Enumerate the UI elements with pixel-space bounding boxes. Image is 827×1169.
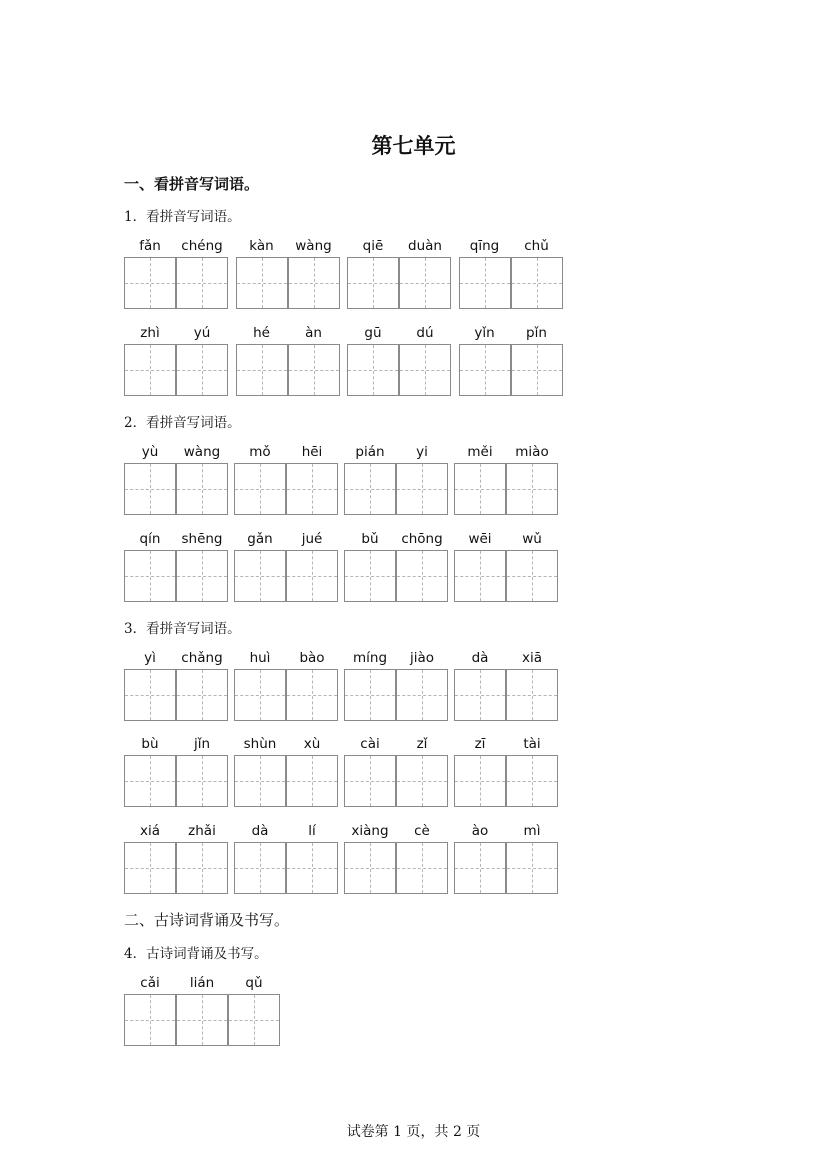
word-group [454,650,558,722]
tianzige-cell[interactable] [124,344,176,396]
pinyin-label: fǎn [139,238,161,254]
tianzige-cell[interactable] [176,550,228,602]
tianzige-cell[interactable] [396,669,448,721]
tianzige-cell[interactable] [176,842,228,894]
tianzige-cell[interactable] [176,344,228,396]
pinyin-label: wàng [295,238,332,254]
pinyin-label: bù [141,736,159,752]
tianzige-cell[interactable] [124,994,176,1046]
word-group [124,444,228,516]
tianzige-cell[interactable] [399,257,451,309]
grid-guide-horizontal [455,489,505,490]
grid-guide-horizontal [512,283,562,284]
pinyin-label: xù [303,736,321,752]
grid-guide-horizontal [397,781,447,782]
word-group [124,975,280,1047]
tianzige-cell[interactable] [454,463,506,515]
grid-guide-horizontal [177,781,227,782]
grid-guide-horizontal [287,576,337,577]
word-group [347,325,451,397]
tianzige-cell[interactable] [396,550,448,602]
tianzige-cell[interactable] [234,463,286,515]
tianzige-cell[interactable] [176,257,228,309]
word-group [124,650,228,722]
tianzige-cell[interactable] [506,755,558,807]
grid-guide-horizontal [400,370,450,371]
tianzige-cell[interactable] [396,463,448,515]
grid-guide-horizontal [455,868,505,869]
grid-guide-horizontal [125,695,175,696]
word-group [454,444,558,516]
tianzige-cell[interactable] [234,755,286,807]
tianzige-cell[interactable] [236,257,288,309]
pinyin-label: zī [474,736,486,752]
word-group [124,823,228,895]
pinyin-label: měi [467,444,493,460]
grid-guide-horizontal [177,695,227,696]
tianzige-cell[interactable] [234,669,286,721]
tianzige-cell[interactable] [506,842,558,894]
grid-guide-horizontal [345,695,395,696]
grid-guide-horizontal [507,576,557,577]
grid-guide-horizontal [177,1020,227,1021]
word-group [344,823,448,895]
grid-guide-horizontal [177,868,227,869]
pinyin-label: jué [301,531,323,547]
grid-guide-horizontal [507,868,557,869]
tianzige-cell[interactable] [511,257,563,309]
tianzige-cell[interactable] [344,842,396,894]
grid-guide-horizontal [348,283,398,284]
word-group [124,238,228,310]
pinyin-label: pián [355,444,385,460]
tianzige-cell[interactable] [124,550,176,602]
pinyin-label: yì [144,650,156,666]
pinyin-label: zhì [140,325,160,341]
tianzige-cell[interactable] [396,755,448,807]
pinyin-label: gǎn [247,531,273,547]
grid-guide-horizontal [507,781,557,782]
grid-guide-horizontal [455,576,505,577]
grid-guide-horizontal [397,489,447,490]
grid-guide-horizontal [237,283,287,284]
pinyin-label: wēi [468,531,492,547]
pinyin-label: dà [471,650,489,666]
pinyin-label: xiā [521,650,542,666]
grid-guide-horizontal [125,370,175,371]
grid-guide-horizontal [460,283,510,284]
pinyin-label: kàn [249,238,274,254]
grid-guide-horizontal [125,868,175,869]
pinyin-label: jǐn [193,736,211,752]
pinyin-label: yú [193,325,211,341]
tianzige-cell[interactable] [236,344,288,396]
grid-guide-horizontal [177,489,227,490]
grid-guide-horizontal [289,283,339,284]
pinyin-label: huì [249,650,271,666]
tianzige-cell[interactable] [124,755,176,807]
pinyin-label: duàn [408,238,442,254]
word-group [236,238,340,310]
grid-guide-horizontal [345,868,395,869]
tianzige-cell[interactable] [347,257,399,309]
grid-guide-horizontal [125,489,175,490]
grid-guide-horizontal [455,695,505,696]
word-group [236,325,340,397]
tianzige-cell[interactable] [506,550,558,602]
pinyin-label: mì [523,823,541,839]
pinyin-label: ào [471,823,489,839]
grid-guide-horizontal [507,695,557,696]
grid-guide-horizontal [287,781,337,782]
word-group [124,736,228,808]
grid-guide-horizontal [345,489,395,490]
pinyin-label: mǒ [249,444,271,460]
section-1-heading: 一、看拼音写词语。 [124,175,260,193]
word-group [454,823,558,895]
word-group [124,531,228,603]
grid-guide-horizontal [400,283,450,284]
grid-guide-horizontal [397,576,447,577]
pinyin-label: chǔ [524,238,549,254]
grid-guide-horizontal [345,781,395,782]
tianzige-cell[interactable] [228,994,280,1046]
grid-guide-horizontal [287,868,337,869]
word-group [124,325,228,397]
grid-guide-horizontal [397,695,447,696]
grid-guide-horizontal [237,370,287,371]
pinyin-label: lí [308,823,316,839]
pinyin-label: qín [139,531,161,547]
word-group [344,650,448,722]
word-group [459,238,563,310]
pinyin-label: chǎng [181,650,223,666]
tianzige-cell[interactable] [176,755,228,807]
question-2-label: 2．看拼音写词语。 [124,415,241,431]
grid-guide-horizontal [177,283,227,284]
tianzige-cell[interactable] [454,550,506,602]
pinyin-label: zhǎi [188,823,216,839]
word-group [347,238,451,310]
grid-guide-horizontal [235,781,285,782]
pinyin-label: wǔ [522,531,542,547]
grid-guide-horizontal [235,868,285,869]
word-group [234,736,338,808]
tianzige-cell[interactable] [176,994,228,1046]
question-1-label: 1．看拼音写词语。 [124,209,241,225]
pinyin-label: míng [352,650,388,666]
tianzige-cell[interactable] [506,463,558,515]
grid-guide-horizontal [177,576,227,577]
pinyin-label: jiào [409,650,435,666]
tianzige-cell[interactable] [124,257,176,309]
tianzige-cell[interactable] [176,463,228,515]
pinyin-label: yǐn [474,325,495,341]
grid-guide-horizontal [125,576,175,577]
pinyin-label: yù [141,444,159,460]
pinyin-label: gū [364,325,382,341]
tianzige-cell[interactable] [286,755,338,807]
word-group [234,650,338,722]
grid-guide-horizontal [177,370,227,371]
word-group [234,531,338,603]
section-2-heading: 二、古诗词背诵及书写。 [124,911,290,929]
grid-guide-horizontal [397,868,447,869]
grid-guide-horizontal [287,695,337,696]
pinyin-label: chéng [181,238,223,254]
grid-guide-horizontal [455,781,505,782]
word-group [454,531,558,603]
grid-guide-horizontal [229,1020,279,1021]
grid-guide-horizontal [287,489,337,490]
tianzige-cell[interactable] [286,550,338,602]
pinyin-label: lián [189,975,215,991]
pinyin-label: cǎi [140,975,160,991]
pinyin-label: bào [299,650,325,666]
tianzige-cell[interactable] [399,344,451,396]
pinyin-label: dú [416,325,434,341]
tianzige-cell[interactable] [288,257,340,309]
word-group [234,823,338,895]
grid-guide-horizontal [125,781,175,782]
question-4-label: 4．古诗词背诵及书写。 [124,946,268,962]
tianzige-cell[interactable] [124,842,176,894]
word-group [459,325,563,397]
word-group [234,444,338,516]
tianzige-cell[interactable] [124,669,176,721]
grid-guide-horizontal [235,489,285,490]
word-group [344,736,448,808]
tianzige-cell[interactable] [234,550,286,602]
tianzige-cell[interactable] [459,257,511,309]
grid-guide-horizontal [125,283,175,284]
tianzige-cell[interactable] [286,669,338,721]
pinyin-label: bǔ [361,531,379,547]
pinyin-label: àn [305,325,322,341]
word-group [344,531,448,603]
pinyin-label: pǐn [526,325,547,341]
grid-guide-horizontal [125,1020,175,1021]
pinyin-label: miào [515,444,549,460]
grid-guide-horizontal [512,370,562,371]
tianzige-cell[interactable] [176,669,228,721]
pinyin-label: qiē [362,238,384,254]
tianzige-cell[interactable] [511,344,563,396]
pinyin-label: chōng [401,531,443,547]
pinyin-label: qǔ [245,975,263,991]
tianzige-cell[interactable] [286,463,338,515]
word-group [454,736,558,808]
pinyin-label: hé [253,325,270,341]
pinyin-label: wàng [183,444,221,460]
tianzige-cell[interactable] [454,842,506,894]
tianzige-cell[interactable] [396,842,448,894]
pinyin-label: tài [523,736,541,752]
pinyin-label: qīng [469,238,500,254]
tianzige-cell[interactable] [344,550,396,602]
tianzige-cell[interactable] [344,463,396,515]
tianzige-cell[interactable] [344,669,396,721]
pinyin-label: xiàng [351,823,389,839]
pinyin-label: hēi [301,444,323,460]
grid-guide-horizontal [289,370,339,371]
pinyin-label: cài [360,736,380,752]
page-title: 第七单元 [371,134,456,158]
question-3-label: 3．看拼音写词语。 [124,621,241,637]
pinyin-label: yi [416,444,428,460]
tianzige-cell[interactable] [286,842,338,894]
tianzige-cell[interactable] [344,755,396,807]
word-group [344,444,448,516]
pinyin-label: cè [414,823,430,839]
tianzige-cell[interactable] [459,344,511,396]
grid-guide-horizontal [235,576,285,577]
tianzige-cell[interactable] [234,842,286,894]
pinyin-label: shēng [181,531,223,547]
grid-guide-horizontal [235,695,285,696]
tianzige-cell[interactable] [454,669,506,721]
grid-guide-horizontal [348,370,398,371]
tianzige-cell[interactable] [347,344,399,396]
tianzige-cell[interactable] [288,344,340,396]
tianzige-cell[interactable] [506,669,558,721]
tianzige-cell[interactable] [454,755,506,807]
grid-guide-horizontal [460,370,510,371]
pinyin-label: shùn [243,736,277,752]
pinyin-label: dà [251,823,269,839]
tianzige-cell[interactable] [124,463,176,515]
pinyin-label: zǐ [416,736,428,752]
grid-guide-horizontal [345,576,395,577]
pinyin-label: xiá [139,823,160,839]
page-footer: 试卷第 1 页，共 2 页 [346,1124,481,1140]
grid-guide-horizontal [507,489,557,490]
